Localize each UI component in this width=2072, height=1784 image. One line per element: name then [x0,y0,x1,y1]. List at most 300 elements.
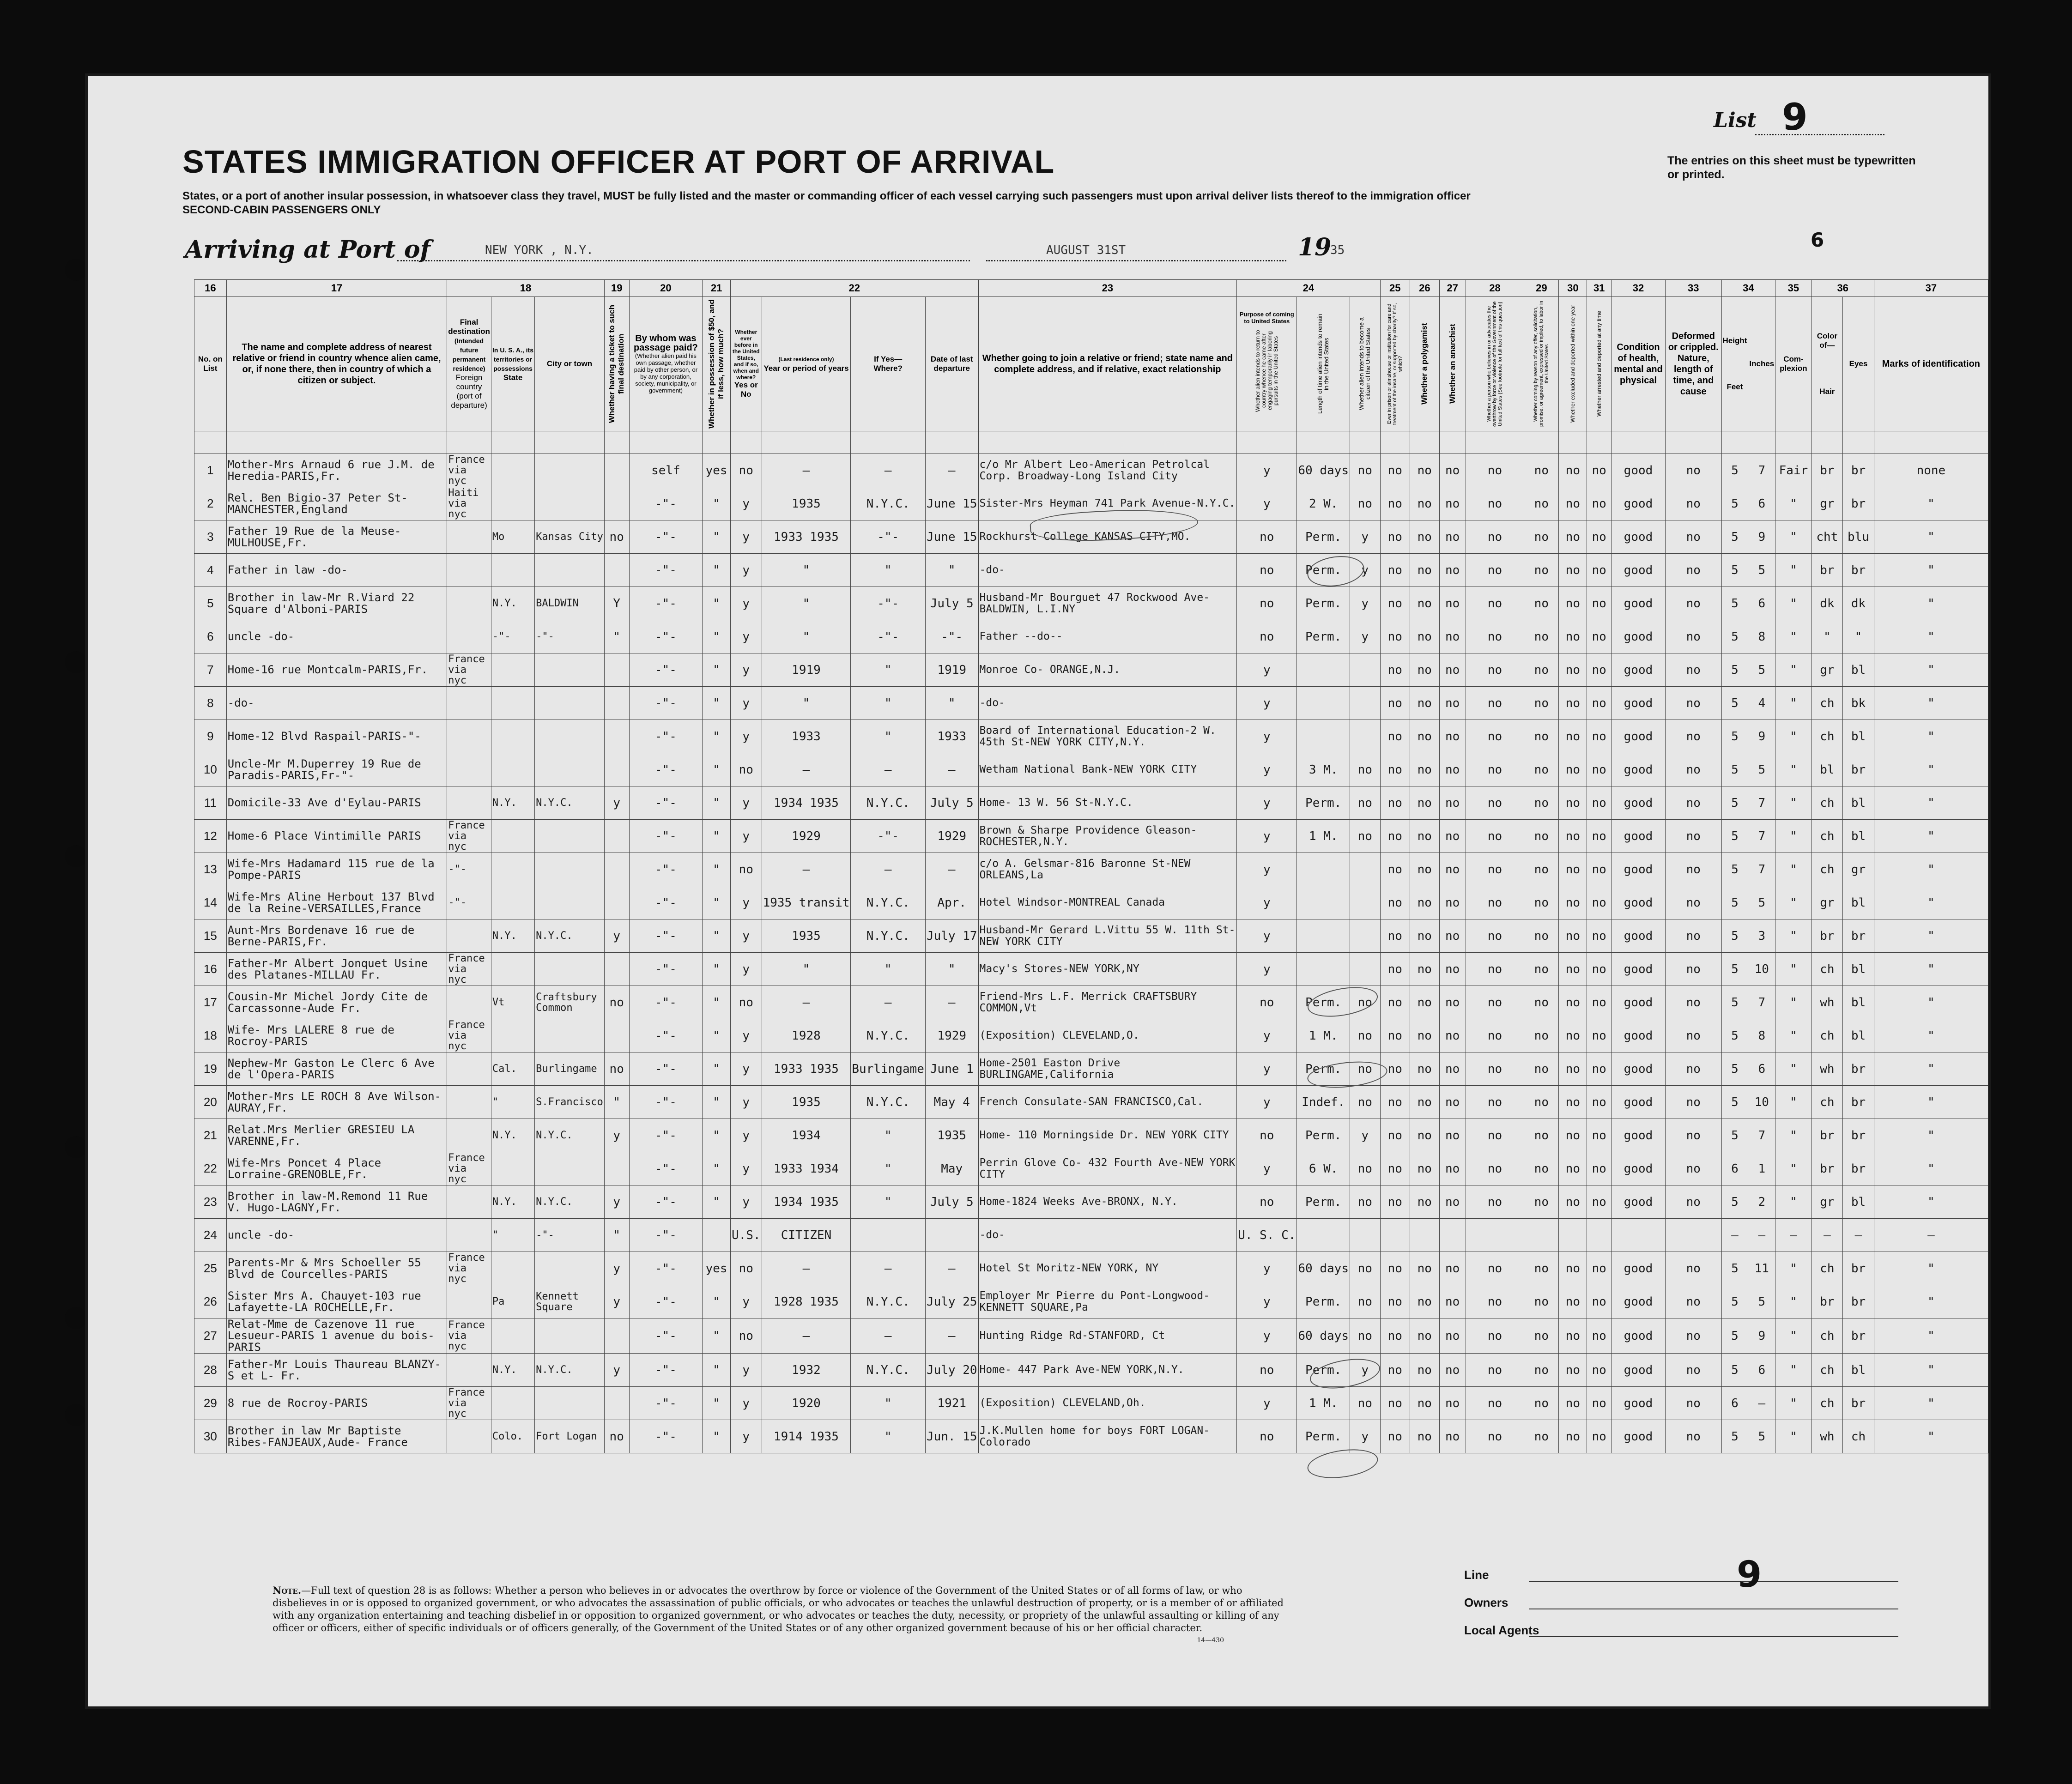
cell-health: good [1611,687,1665,720]
cell-health: good [1611,554,1665,587]
cell-relative: Wife-Mrs Poncet 4 Place Lorraine-GRENOBLE,Fr. [226,1152,447,1185]
cell-q29: no [1524,1119,1559,1152]
cell-state [491,1318,534,1354]
cell-paid: -"- [629,786,703,820]
cell-deform: no [1666,1019,1721,1052]
cell-no: 20 [194,1086,227,1119]
cell-ticket [604,653,629,687]
cell-hair: gr [1811,487,1843,520]
header-final-note: (Intended future permanent residence) [452,337,486,372]
cell-a: y [1237,1318,1297,1354]
cell-in: 5 [1748,1285,1775,1318]
cell-anar: no [1439,1387,1466,1420]
cell-poly: no [1410,1052,1439,1086]
header-passage-note: (Whether alien paid his own passage, whether paid by other person, or by any corporation, society, municipality, or government) [634,352,698,394]
column-number-row [194,280,1988,297]
cell-c [1350,720,1380,753]
cell-foreign: France via nyc [447,454,491,487]
cell-health: good [1611,520,1665,554]
cell-where: Burlingame [851,1052,926,1086]
cell-state [491,1152,534,1185]
cell-join: -do- [978,687,1237,720]
cell-q31: no [1587,1420,1612,1453]
cell-c: no [1350,986,1380,1019]
cell-q30: no [1559,1420,1587,1453]
cell-comp: " [1775,919,1811,953]
cell-foreign: France via nyc [447,653,491,687]
cell-poly: no [1410,953,1439,986]
cell-in: 7 [1748,853,1775,886]
cell-ft: – [1721,1219,1748,1252]
cell-q30: no [1559,454,1587,487]
spacer-row [194,431,1988,454]
cell-foreign: France via nyc [447,1252,491,1285]
cell-b: Perm. [1297,1285,1350,1318]
cell-where: " [851,1387,926,1420]
cell-c: y [1350,620,1380,653]
cell-prison: no [1380,919,1410,953]
cell-hair: ch [1811,1318,1843,1354]
header-purpose-b [1297,297,1350,431]
cell-paid: -"- [629,1387,703,1420]
cell-a: y [1237,1285,1297,1318]
cell-ticket: y [604,1354,629,1387]
list-number: 9 [1782,96,1808,139]
cell-a: no [1237,1185,1297,1219]
cell-city [535,820,605,853]
cell-health: good [1611,1252,1665,1285]
cell-relative: Aunt-Mrs Bordenave 16 rue de Berne-PARIS,Fr. [226,919,447,953]
cell-no: 14 [194,886,227,919]
cell-dep: May 4 [925,1086,978,1119]
cell-health: good [1611,653,1665,687]
cell-poly: no [1410,454,1439,487]
cell-no: 5 [194,587,227,620]
cell-health: good [1611,986,1665,1019]
cell-q29: no [1524,753,1559,786]
cell-comp: " [1775,653,1811,687]
cell-q30: no [1559,554,1587,587]
cell-no: 21 [194,1119,227,1152]
cell-q31: no [1587,853,1612,886]
cell-comp: " [1775,1052,1811,1086]
cell-fifty: yes [703,454,731,487]
header-ticket [604,297,629,431]
colnum: 26 [1410,280,1439,297]
cell-fifty: " [703,753,731,786]
cell-foreign: France via nyc [447,1387,491,1420]
cell-state [491,1019,534,1052]
cell-ticket: no [604,1420,629,1453]
cell-no: 24 [194,1219,227,1252]
cell-q28: no [1466,454,1524,487]
cell-in: 7 [1748,986,1775,1019]
cell-prison: no [1380,1086,1410,1119]
header-fifty-text: Whether in possession of $50, and if less, how much? [707,299,726,429]
cell-in: 5 [1748,1420,1775,1453]
cell-comp: " [1775,1019,1811,1052]
cell-ft: 5 [1721,687,1748,720]
cell-deform: no [1666,853,1721,886]
cell-in: 7 [1748,1119,1775,1152]
cell-c: no [1350,1252,1380,1285]
cell-marks: " [1874,1086,1988,1119]
cell-eyes: dk [1843,587,1874,620]
cell-before: y [730,1019,762,1052]
cell-paid: -"- [629,986,703,1019]
cell-foreign [447,986,491,1019]
cell-join: Brown & Sharpe Providence Gleason-ROCHESTER,N.Y. [978,820,1237,853]
cell-before: y [730,620,762,653]
header-purpose-a-text: Whether alien intends to return to country whence he came after engaging temporarily in laboring pursuits in the United States [1254,330,1279,412]
cell-comp: " [1775,587,1811,620]
cell-hair: ch [1811,1387,1843,1420]
cell-q31: no [1587,520,1612,554]
column-header-row [194,297,1988,431]
cell-anar: no [1439,953,1466,986]
cell-marks: " [1874,919,1988,953]
cell-hair: ch [1811,953,1843,986]
cell-deform: no [1666,886,1721,919]
cell-anar: no [1439,1252,1466,1285]
cell-fifty: " [703,919,731,953]
cell-poly: no [1410,919,1439,953]
cell-in: 7 [1748,820,1775,853]
cell-c: y [1350,1119,1380,1152]
cell-q30: no [1559,886,1587,919]
cell-health: good [1611,1354,1665,1387]
cell-a: y [1237,953,1297,986]
cell-hair: br [1811,1152,1843,1185]
cell-q31: no [1587,1185,1612,1219]
cell-anar: no [1439,720,1466,753]
cell-state: Mo [491,520,534,554]
cell-q29: no [1524,886,1559,919]
cell-paid: -"- [629,953,703,986]
cell-ft: 5 [1721,1420,1748,1453]
cell-state [491,1252,534,1285]
line-label: Line [1464,1568,1489,1582]
cell-eyes: br [1843,454,1874,487]
cell-where: " [851,1119,926,1152]
cell-join: French Consulate-SAN FRANCISCO,Cal. [978,1086,1237,1119]
cell-q28: no [1466,753,1524,786]
cell-anar: no [1439,554,1466,587]
colnum: 33 [1666,280,1721,297]
cell-b: Indef. [1297,1086,1350,1119]
cell-hair: br [1811,1119,1843,1152]
cell-a: no [1237,620,1297,653]
cell-health: good [1611,1152,1665,1185]
cell-marks: " [1874,1152,1988,1185]
header-q31 [1587,297,1612,431]
cell-relative: Father-Mr Louis Thaureau BLANZY-S et L- Fr. [226,1354,447,1387]
cell-dep: June 1 [925,1052,978,1086]
cell-q29: no [1524,953,1559,986]
cell-where: " [851,1152,926,1185]
cell-q29: no [1524,853,1559,886]
cell-foreign: Haiti via nyc [447,487,491,520]
cell-eyes: br [1843,1285,1874,1318]
cell-no: 4 [194,554,227,587]
cell-years: 1935 [762,1086,851,1119]
cell-q29: no [1524,1354,1559,1387]
cell-comp: " [1775,1420,1811,1453]
cell-dep: – [925,986,978,1019]
cell-q30: no [1559,1354,1587,1387]
cell-eyes: br [1843,1387,1874,1420]
cell-state: -"- [491,620,534,653]
cell-a: no [1237,986,1297,1019]
cell-b: 1 M. [1297,1019,1350,1052]
cell-eyes: bl [1843,1019,1874,1052]
cell-foreign [447,1219,491,1252]
cell-prison: no [1380,753,1410,786]
cell-dep: – [925,1318,978,1354]
cell-comp: " [1775,620,1811,653]
cell-anar: no [1439,1185,1466,1219]
cell-deform: no [1666,1252,1721,1285]
cell-dep: June 15 [925,520,978,554]
cell-no: 7 [194,653,227,687]
cell-c: y [1350,1420,1380,1453]
cell-years: " [762,554,851,587]
cell-ticket [604,886,629,919]
cell-years: 1933 1935 [762,1052,851,1086]
cell-poly: no [1410,1119,1439,1152]
cell-no: 22 [194,1152,227,1185]
cell-state [491,454,534,487]
cell-prison: no [1380,720,1410,753]
page-title: STATES IMMIGRATION OFFICER AT PORT OF ARRIVAL [182,144,1055,180]
cell-ft: 5 [1721,454,1748,487]
footnote-text: —Full text of question 28 is as follows: Whether a person who believes in or advocates the overthrow by force or violence of the Government of the United States or of all forms of law, or who disbelieves in or is opposed to organized government, or who advocates the assassination of public officials, or who advocates or teaches the unlawful destruction of property, or is a member of or affiliated with any organization entertaining and teaching disbelief in or opposition to organized government, or who advocates or teaches the duty, necessity, or propriety of the unlawful assaulting or killing of any officer or officers, either of specific individuals or of officers generally, of the Government of the United States or of any other organized government because of his or her official character. [273,1585,1284,1633]
cell-relative: Wife-Mrs Aline Herbout 137 Blvd de la Reine-VERSAILLES,France [226,886,447,919]
cell-q28: no [1466,820,1524,853]
cell-before: y [730,487,762,520]
cell-years: " [762,687,851,720]
cell-before: no [730,853,762,886]
cell-state [491,820,534,853]
cell-state: Cal. [491,1052,534,1086]
cell-q28: no [1466,720,1524,753]
cell-ft: 5 [1721,853,1748,886]
cell-q29: no [1524,520,1559,554]
cell-q30: no [1559,1086,1587,1119]
cell-ft: 5 [1721,919,1748,953]
cell-c: no [1350,454,1380,487]
cell-no: 17 [194,986,227,1019]
cell-c: y [1350,554,1380,587]
cell-c [1350,1219,1380,1252]
cell-before: U.S. [730,1219,762,1252]
cell-anar: no [1439,1420,1466,1453]
cell-no: 15 [194,919,227,953]
cell-c [1350,653,1380,687]
table-row [194,653,1988,687]
cell-b [1297,853,1350,886]
cell-foreign [447,720,491,753]
cell-eyes: " [1843,620,1874,653]
cell-fifty: " [703,1119,731,1152]
cell-deform: no [1666,454,1721,487]
cell-foreign: France via nyc [447,1318,491,1354]
cell-q30: no [1559,1252,1587,1285]
header-where-text: Where? [873,364,903,373]
cell-deform: no [1666,620,1721,653]
cell-foreign [447,520,491,554]
cell-state [491,487,534,520]
table-row [194,1285,1988,1318]
cell-eyes: blu [1843,520,1874,554]
cell-comp: " [1775,554,1811,587]
table-row [194,454,1988,487]
binder-hole [65,259,87,281]
header-yes-no [730,297,762,431]
cell-paid: self [629,454,703,487]
cell-no: 12 [194,820,227,853]
cell-ticket: y [604,786,629,820]
cell-before: y [730,1119,762,1152]
cell-eyes: bl [1843,953,1874,986]
cell-years: – [762,1318,851,1354]
cell-join: Employer Mr Pierre du Pont-Longwood-KENNETT SQUARE,Pa [978,1285,1237,1318]
cell-ticket [604,753,629,786]
cell-poly: no [1410,687,1439,720]
header-no-on-list: No. on List [194,297,227,431]
cell-state: Pa [491,1285,534,1318]
page-code: 6 [1811,229,1824,251]
cell-poly: no [1410,620,1439,653]
cell-anar: no [1439,1354,1466,1387]
cell-paid: -"- [629,1318,703,1354]
cell-relative: Relat-Mme de Cazenove 11 rue Lesueur-PARIS 1 avenue du bois-PARIS [226,1318,447,1354]
cell-a: no [1237,1119,1297,1152]
colnum: 28 [1466,280,1524,297]
subtitle [182,189,1568,217]
cell-q28: no [1466,1052,1524,1086]
subtitle-text: States, or a port of another insular possession, in whatsoever class they travel, MUST be fully listed and the master or commanding officer of each vessel carrying such passengers must upon arrival deliver lists thereof to the immigration officer [182,190,1471,202]
header-in-usa: In U. S. A., its territories or possessions [492,346,533,372]
cell-q30: no [1559,1119,1587,1152]
cell-state [491,953,534,986]
cell-ticket [604,820,629,853]
colnum: 36 [1811,280,1874,297]
cell-q29: no [1524,487,1559,520]
cell-where [851,1219,926,1252]
cell-q29: no [1524,1052,1559,1086]
cell-hair: br [1811,554,1843,587]
cell-ft: 5 [1721,1185,1748,1219]
cell-q31: no [1587,1052,1612,1086]
cell-foreign [447,1285,491,1318]
cell-city: S.Francisco [535,1086,605,1119]
cell-fifty: " [703,1318,731,1354]
cell-q31: no [1587,554,1612,587]
cell-q31 [1587,1219,1612,1252]
cell-hair: br [1811,454,1843,487]
cell-dep: 1929 [925,1019,978,1052]
cell-q30: no [1559,1318,1587,1354]
manifest-sheet [88,76,1988,1706]
cell-q31: no [1587,786,1612,820]
cell-a: y [1237,853,1297,886]
cell-comp: " [1775,487,1811,520]
cell-join: Home- 13 W. 56 St-N.Y.C. [978,786,1237,820]
cell-join: Home- 110 Morningside Dr. NEW YORK CITY [978,1119,1237,1152]
cell-marks: " [1874,720,1988,753]
cell-ft: 5 [1721,1285,1748,1318]
cell-ticket [604,487,629,520]
cell-q28: no [1466,786,1524,820]
cell-eyes: br [1843,487,1874,520]
cell-comp: " [1775,786,1811,820]
cell-b [1297,687,1350,720]
cell-in: 7 [1748,786,1775,820]
cell-b: 60 days [1297,454,1350,487]
cell-health: good [1611,720,1665,753]
footnote [273,1584,1289,1647]
cell-relative: Cousin-Mr Michel Jordy Cite de Carcassonne-Aude Fr. [226,986,447,1019]
cell-q30: no [1559,786,1587,820]
cell-years: 1928 [762,1019,851,1052]
cell-a: no [1237,587,1297,620]
cell-before: no [730,1318,762,1354]
cell-ticket: y [604,919,629,953]
cell-state: " [491,1086,534,1119]
cell-q30: no [1559,487,1587,520]
cell-city [535,753,605,786]
cell-q31: no [1587,587,1612,620]
cell-eyes: bl [1843,1354,1874,1387]
header-foreign-country [447,297,491,431]
cell-q31: no [1587,653,1612,687]
cell-no: 2 [194,487,227,520]
cell-anar: no [1439,1152,1466,1185]
cell-state: Vt [491,986,534,1019]
cell-foreign [447,1420,491,1453]
cell-c: y [1350,587,1380,620]
cell-join: J.K.Mullen home for boys FORT LOGAN-Colorado [978,1420,1237,1453]
cell-marks: " [1874,753,1988,786]
cell-dep: May [925,1152,978,1185]
header-q31-text: Whether arrested and deported at any time [1595,311,1602,417]
cell-eyes: bl [1843,986,1874,1019]
cell-fifty: " [703,620,731,653]
table-row [194,1252,1988,1285]
cell-hair: cht [1811,520,1843,554]
cell-join: Sister-Mrs Heyman 741 Park Avenue-N.Y.C. [978,487,1237,520]
cell-ticket: y [604,1285,629,1318]
cell-in: 7 [1748,454,1775,487]
cell-a: U. S. C. [1237,1219,1297,1252]
cell-relative: Home-6 Place Vintimille PARIS [226,820,447,853]
cell-q31: no [1587,986,1612,1019]
cell-health: good [1611,1086,1665,1119]
cell-marks: " [1874,1285,1988,1318]
cell-deform: no [1666,1152,1721,1185]
cell-c: y [1350,1354,1380,1387]
cell-prison: no [1380,1252,1410,1285]
cell-a: y [1237,1152,1297,1185]
cell-deform: no [1666,687,1721,720]
colnum: 19 [604,280,629,297]
port-line [397,260,970,261]
cell-a: y [1237,1019,1297,1052]
cell-eyes: bl [1843,886,1874,919]
cell-where: – [851,454,926,487]
header-anarchist-text: Whether an anarchist [1448,324,1457,404]
